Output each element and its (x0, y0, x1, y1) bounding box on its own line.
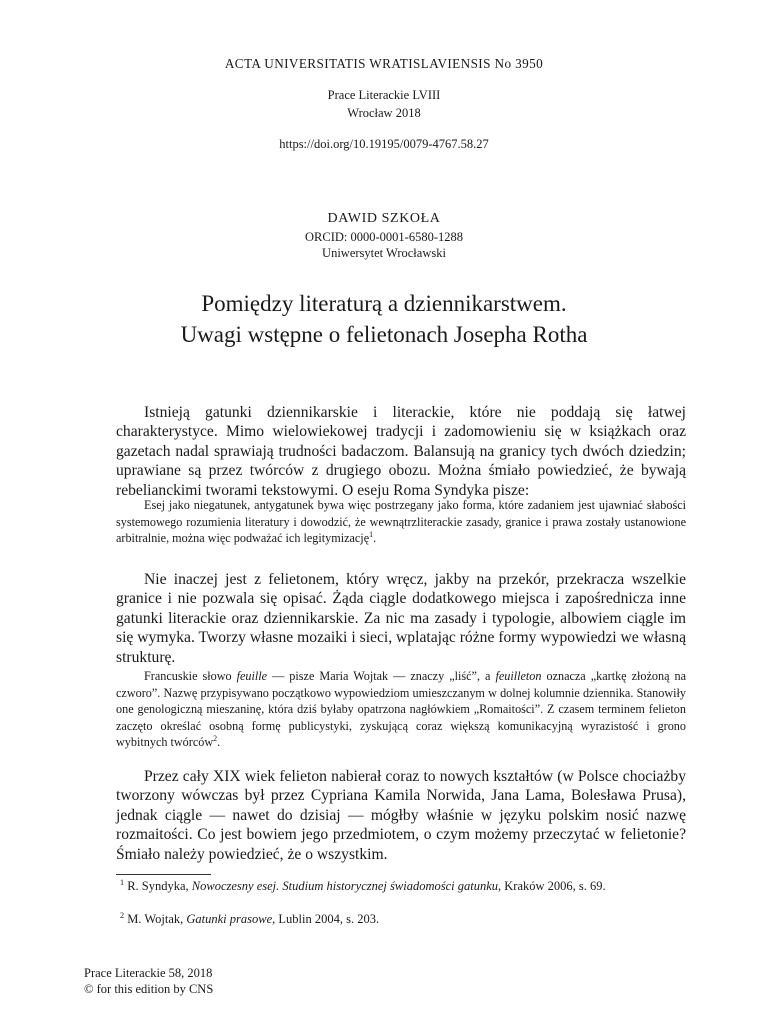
footnote-ref-1[interactable]: 1 (369, 529, 374, 539)
author-orcid: ORCID: 0000-0001-6580-1288 (305, 230, 463, 244)
journal-volume: Prace Literackie LVIII (327, 88, 441, 102)
footnote-1-number: 1 (120, 877, 125, 887)
footnote-1 (116, 878, 686, 895)
title-line-1: Pomiędzy literaturą a dziennikarstwem. (201, 291, 567, 316)
author-name: DAWID SZKOŁA (327, 211, 441, 226)
footer-journal: Prace Literackie 58, 2018 (84, 966, 213, 980)
quote-2-text-c: oznacza „kartkę złożoną na czworo”. Nazwę przypisywano początkowo wypowiedziom umieszczanym w dolnej kolumnie dziennika. Stanowiły one genologiczną mieszaninę, która dziś byłaby opatrzona nagłówkiem „Romaitości”. Z czasem terminem felieton zaczęto określać osobną formę publicystyki, zyskującą coraz większą komunikacyjną wyrazistość i grono wybitnych twórców (116, 669, 687, 749)
footer-copyright: © for this edition by CNS (84, 982, 214, 996)
author-affiliation: Uniwersytet Wrocławski (322, 246, 446, 260)
quote-2-text-b: — pisze Maria Wojtak — znaczy „liść”, a (267, 669, 496, 683)
footnote-2-number: 2 (120, 910, 125, 920)
paragraph-2: Nie inaczej jest z felietonem, który wręcz, jakby na przekór, przekracza wszelkie granice i nie pozwala się opisać. Żąda ciągle dodatkowego miejsca i zapośrednicza inne gatunki literackie oraz dziennikarskie. Za nic ma zasady i typologie, albowiem ciągle im się wymyka. Tworzy własne mozaiki i sieci, wplatając różne formy wypowiedzi we własną strukturę. (116, 571, 686, 666)
block-quote-1-text: Esej jako niegatunek, antygatunek bywa więc postrzegany jako forma, które zadaniem jest ujawniać słabości systemowego rozumienia literatury i dowodzić, że wewnątrzliterackie zasady, granice i prawa zostały ustanowione arbitralnie, można więc podważać ich legitymizację (116, 498, 686, 545)
article-title (0, 288, 768, 350)
footnote-2 (116, 911, 686, 928)
doi-link[interactable]: https://doi.org/10.19195/0079-4767.58.27 (279, 137, 489, 151)
footnote-ref-2[interactable]: 2 (213, 733, 218, 743)
series-header: ACTA UNIVERSITATIS WRATISLAVIENSIS No 3950 (224, 56, 544, 71)
title-line-2: Uwagi wstępne o felietonach Josepha Rotha (180, 322, 588, 347)
paragraph-1: Istnieją gatunki dziennikarskie i literackie, które nie poddają się łatwej charakterystyce. Mimo wielowiekowej tradycji i zadomowieniu się w książkach oraz gazetach nadal sprawiają trudności badaczom. Balansują na granicy tych dwóch dziedzin; uprawiane są przez twórców z drugiego obozu. Można śmiało powiedzieć, że bywają rebelianckimi tworami tekstowymi. O eseju Roma Syndyka pisze: (116, 404, 686, 499)
quote-2-text-a: Francuskie słowo (144, 669, 237, 683)
block-quote-2: Francuskie słowo feuille — pisze Maria Wojtak — znaczy „liść”, a feuilleton oznacza „kartkę złożoną na czworo”. Nazwę przypisywano początkowo wypowiedziom umieszczanym w dolnej kolumnie dziennika. Stanowiły one genologiczną mieszaninę, która dziś byłaby opatrzona nagłówkiem „Romaitości”. Z czasem terminem felieton zaczęto określać osobną formę publicystyki, zyskującą coraz większą komunikacyjną wyrazistość i grono wybitnych twórców$^2$. (116, 669, 687, 749)
footnote-1-author: R. Syndyka, (124, 879, 192, 893)
footnote-divider (116, 874, 211, 875)
block-quote-1: Esej jako niegatunek, antygatunek bywa więc postrzegany jako forma, które zadaniem jest ujawniać słabości systemowego rozumienia literatury i dowodzić, że wewnątrzliterackie zasady, granice i prawa zostały ustanowione arbitralnie, można więc podważać ich legitymizację$^1$. (116, 498, 686, 545)
footnote-2-title: Gatunki prasowe (186, 912, 273, 926)
place-year: Wrocław 2018 (347, 106, 421, 120)
quote-2-term-feuille: feuille (236, 669, 268, 683)
quote-2-term-feuilleton: feuilleton (495, 669, 542, 683)
footnote-1-title: Nowoczesny esej. Studium historycznej świadomości gatunku (191, 879, 499, 893)
footnote-2-author: M. Wojtak, (124, 912, 187, 926)
footnote-1-details: , Kraków 2006, s. 69. (498, 879, 606, 893)
paragraph-3: Przez cały XIX wiek felieton nabierał coraz to nowych kształtów (w Polsce chociażby tworzony wówczas był przez Cypriana Kamila Norwida, Jana Lama, Bolesława Prusa), jednak ciągle — nawet do dzisiaj — mógłby właśnie w języku polskim nosić nazwę rozmaitości. Co jest bowiem jego przedmiotem, o czym możemy przeczytać w felietonie? Śmiało należy powiedzieć, że o wszystkim. (116, 768, 686, 863)
footnote-2-details: , Lublin 2004, s. 203. (272, 912, 380, 926)
